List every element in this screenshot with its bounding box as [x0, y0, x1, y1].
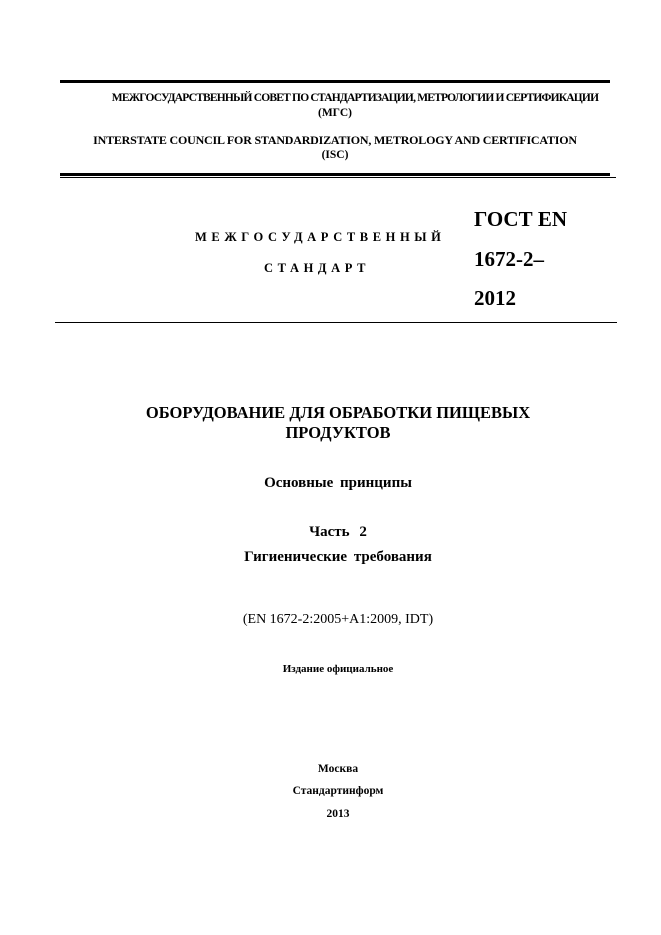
- gost-number-line-2: 1672-2–: [474, 247, 544, 271]
- imprint-city: Москва: [317, 763, 359, 775]
- document-subtitle: Основные принципы: [264, 475, 412, 491]
- header-bottom-rule: [60, 173, 610, 176]
- interstate-label: МЕЖГОСУДАРСТВЕННЫЙ: [195, 230, 446, 244]
- document-part-title: Гигиенические требования: [244, 549, 432, 565]
- standard-label: СТАНДАРТ: [264, 261, 371, 275]
- document-title-line-2: ПРОДУКТОВ: [285, 423, 391, 442]
- document-title-line-1: ОБОРУДОВАНИЕ ДЛЯ ОБРАБОТКИ ПИЩЕВЫХ: [145, 403, 531, 422]
- header-bottom-thin-rule: [60, 177, 616, 178]
- edition-label: Издание официальное: [282, 663, 394, 675]
- council-abbr-ru: (МГС): [318, 107, 352, 119]
- council-abbr-en: (ISC): [321, 149, 349, 161]
- top-rule: [60, 80, 610, 83]
- imprint-publisher: Стандартинформ: [292, 785, 384, 797]
- document-designation: (EN 1672-2:2005+A1:2009, IDT): [242, 612, 434, 627]
- council-name-en: INTERSTATE COUNCIL FOR STANDARDIZATION, METROLOGY AND CERTIFICATION: [93, 133, 577, 147]
- gost-number-line-1: ГОСТ EN: [474, 207, 568, 231]
- imprint-year: 2013: [326, 808, 350, 820]
- document-part: Часть 2: [309, 524, 367, 540]
- gost-number-line-3: 2012: [474, 286, 516, 310]
- document-title: [55, 403, 621, 443]
- standard-block-rule: [55, 322, 617, 323]
- council-name-ru: МЕЖГОСУДАРСТВЕННЫЙ СОВЕТ ПО СТАНДАРТИЗАЦИИ, МЕТРОЛОГИИ И СЕРТИФИКАЦИИ: [111, 92, 599, 104]
